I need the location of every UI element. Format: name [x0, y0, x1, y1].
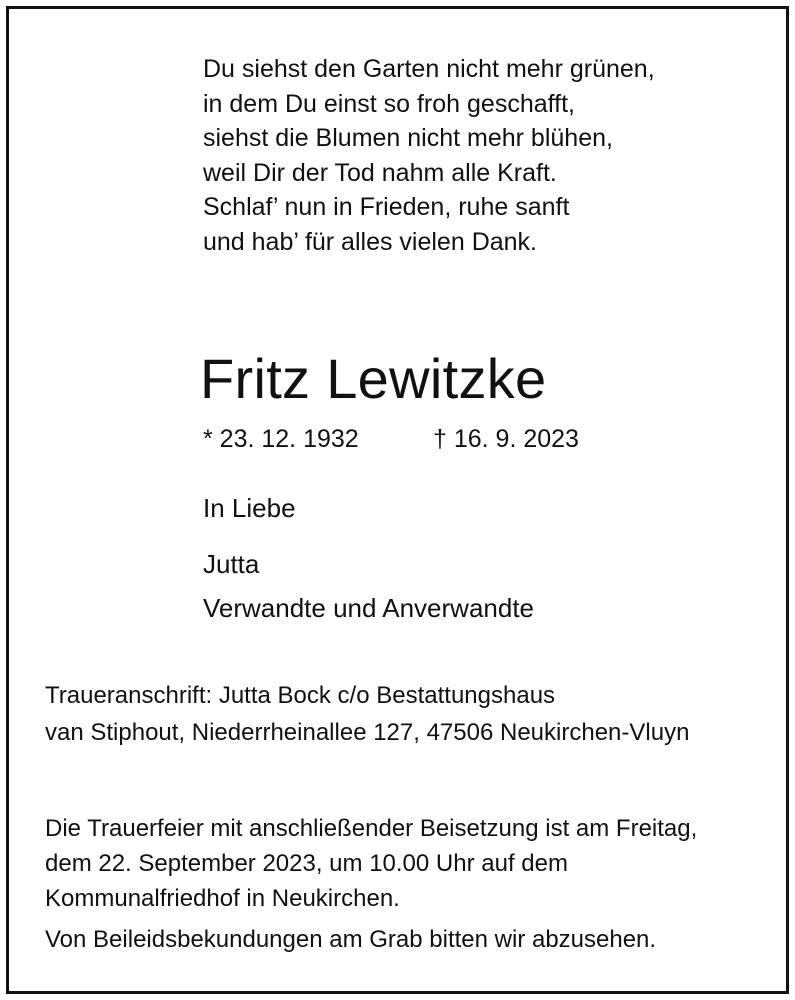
mourner-name: Verwandte und Anverwandte	[203, 593, 535, 623]
deceased-name: Fritz Lewitzke	[200, 347, 547, 410]
funeral-line: Kommunalfriedhof in Neukirchen.	[45, 885, 400, 912]
mourning-address	[45, 677, 689, 751]
funeral-line: dem 22. September 2023, um 10.00 Uhr auf dem	[45, 850, 568, 877]
poem-line: weil Dir der Tod nahm alle Kraft.	[203, 158, 557, 187]
mourner-name: Jutta	[203, 549, 260, 579]
death-date: † 16. 9. 2023	[433, 425, 579, 453]
mourners-list	[203, 542, 534, 630]
address-line: van Stiphout, Niederrheinallee 127, 47506 Neukirchen-Vluyn	[45, 719, 690, 746]
poem-line: in dem Du einst so froh geschafft,	[203, 89, 575, 118]
signoff-greeting: In Liebe	[203, 493, 296, 523]
poem-line: Du siehst den Garten nicht mehr grünen,	[203, 55, 655, 83]
poem	[203, 52, 655, 259]
poem-line: und hab’ für alles vielen Dank.	[203, 227, 537, 256]
funeral-notice	[45, 811, 697, 916]
poem-line: Schlaf’ nun in Frieden, ruhe sanft	[203, 193, 570, 221]
birth-date: * 23. 12. 1932	[203, 425, 359, 453]
address-line: Traueranschrift: Jutta Bock c/o Bestattungshaus	[45, 682, 556, 709]
funeral-line: Die Trauerfeier mit anschließender Beisetzung ist am Freitag,	[45, 815, 698, 842]
condolence-note: Von Beileidsbekundungen am Grab bitten wir abzusehen.	[45, 926, 657, 953]
poem-line: siehst die Blumen nicht mehr blühen,	[203, 124, 613, 152]
